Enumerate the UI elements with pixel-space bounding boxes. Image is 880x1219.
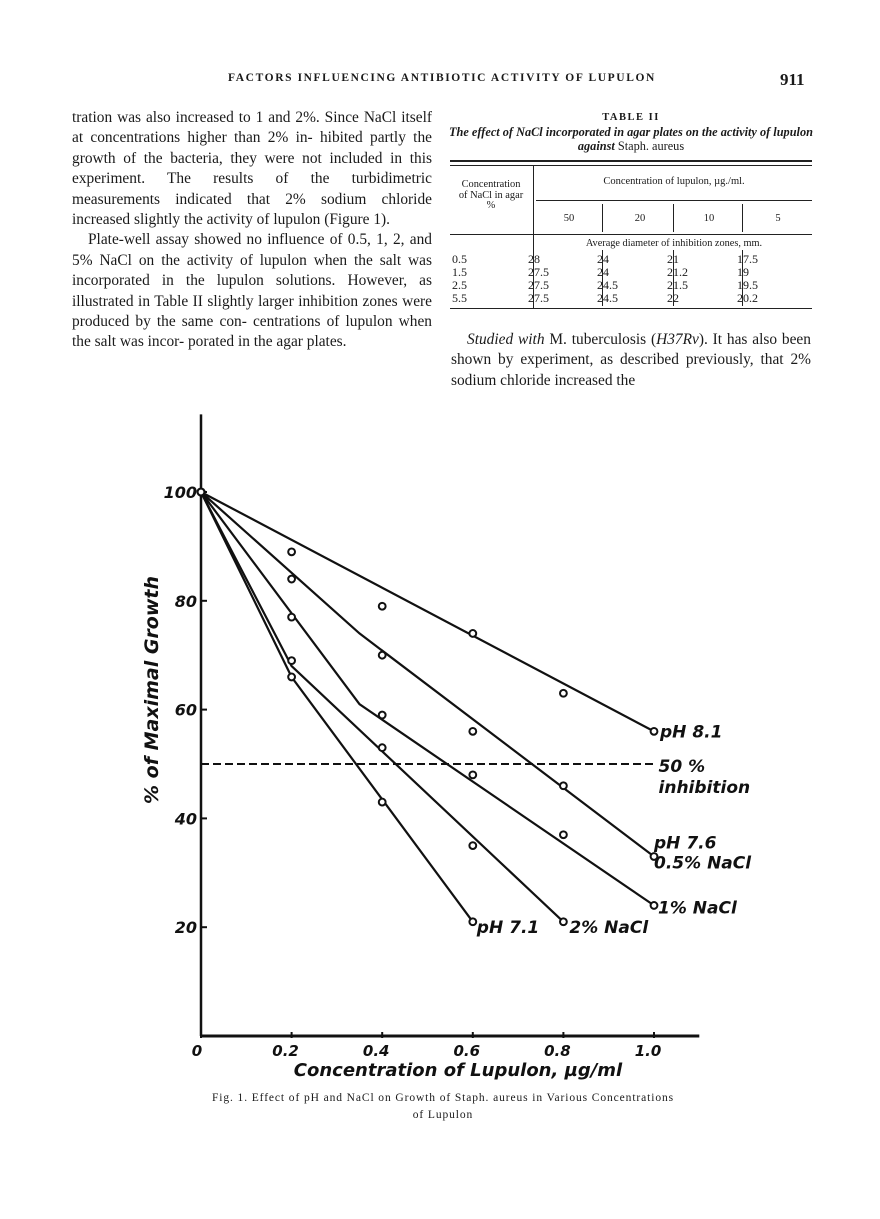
paragraph-turbidimetric [72,108,432,230]
cell-value: 24.5 [597,291,618,305]
text-line: hibited partly the growth of the bacteria, they were [72,129,432,167]
x-tick-label: 0 [191,1042,203,1060]
column-divider [602,250,603,306]
table-row [450,291,812,304]
table-bottom-rule [450,308,812,309]
growth-chart [0,400,880,1090]
reference-label: inhibition [658,778,751,798]
text-line: has also been shown by experiment, as described [451,331,811,369]
table-title-text: The effect of NaCl incorporated in agar plates on the activity of lupulon against [449,125,813,153]
series-label: 2% NaCl [569,917,649,938]
x-tick-label: 0.4 [362,1042,390,1060]
column-divider [673,204,674,232]
y-tick-label: 40 [174,809,197,829]
data-point [288,548,295,555]
table-title-organism: Staph. aureus [617,139,685,153]
text-line: However, as illustrated in Table II slightly larger [72,272,432,310]
column-divider [673,250,674,306]
data-point [560,690,567,697]
data-point [469,918,476,925]
data-point [379,799,386,806]
series-label: pH 7.6 [654,833,717,854]
text-line: centrations of lupulon when the salt was incor- [72,313,432,351]
text-line: Plate-well assay showed no influence of 0.5, 1, [88,231,388,249]
cell-nacl: 2.5 [452,278,467,292]
cell-value: 27.5 [528,291,549,305]
x-tick-label: 0.2 [272,1042,299,1060]
right-column [451,330,811,391]
data-point [560,782,567,789]
data-point [651,902,658,909]
x-axis-label: Concentration of Lupulon, µg/ml [293,1060,623,1081]
series-line [201,492,654,857]
data-point [379,712,386,719]
text-line: inhibition zones were produced by the same con- [72,292,432,331]
series-label: pH 7.1 [476,917,540,938]
table-row [450,278,812,291]
data-point [469,842,476,849]
column-divider [742,204,743,232]
table-top-rule [450,165,812,166]
x-tick-label: 0.6 [453,1042,481,1060]
data-point [379,652,386,659]
running-head: FACTORS INFLUENCING ANTIBIOTIC ACTIVITY OF LUPULON [228,72,656,84]
y-tick-label: 100 [163,483,197,502]
cell-value: 27.5 [528,265,549,279]
lead-italic: Studied with [467,331,545,348]
data-point [288,614,295,621]
cell-nacl: 5.5 [452,291,467,305]
column-header-10: 10 [703,213,715,224]
y-tick-label: 60 [174,700,197,720]
data-point [469,771,476,778]
figure-caption-line: Fig. 1. Effect of pH and NaCl on Growth of Staph. aureus in Various Concentrations [211,1092,675,1104]
data-point [560,918,567,925]
series-line [201,492,654,731]
series-label: 1% NaCl [658,898,737,919]
strain: H37Rv [656,331,699,348]
data-table [450,160,812,312]
series-line [201,492,473,922]
cell-nacl: 1.5 [452,265,467,279]
x-tick-label: 0.8 [544,1042,571,1060]
text-line: the salt was incorporated in the lupulon solutions. [72,251,432,290]
table-row [450,265,812,278]
cell-value: 24 [597,265,609,279]
text-line: NaCl itself at concentrations higher than 2% in- [72,109,433,147]
y-tick-label: 80 [174,591,197,611]
data-point [651,728,658,735]
cell-value: 19.5 [737,278,758,292]
paragraph-plate-well [72,230,432,352]
text-line: 2, and 5% NaCl on the activity of lupulon when [72,231,432,269]
text-line: not included in this experiment. The results of [72,149,432,188]
organism: M. tuberculosis [549,331,647,348]
table-stub-header [450,180,532,212]
data-point [288,576,295,583]
cell-value: 27.5 [528,278,549,292]
column-divider [742,250,743,306]
text-line: lupulon (Figure 1). [273,211,391,229]
paragraph-tuberculosis: Studied with M. tuberculosis (H37Rv). It has also been shown by experiment, as described previously, that 2% sodium chloride increased the [451,331,811,389]
text-line: previously, that 2% sodium chloride increased the [451,351,811,389]
cell-nacl: 0.5 [452,252,467,266]
data-point [379,603,386,610]
y-axis-label: % of Maximal Growth [141,575,163,805]
series-label: pH 8.1 [660,722,723,743]
data-point [379,744,386,751]
cell-value: 21.5 [667,278,688,292]
cell-value: 24.5 [597,278,618,292]
cell-value: 22 [667,291,679,305]
data-point [469,630,476,637]
column-header-5: 5 [775,213,781,224]
figure-caption-line: of Lupulon [412,1109,474,1121]
text-line: the turbidimetric measurements indicated that 2% [72,170,432,208]
data-point [288,657,295,664]
text-line: porated in the agar plates. [187,333,347,351]
text-line: sodium chloride increased slightly the activity of [72,190,432,229]
data-point [469,728,476,735]
page-number: 911 [780,70,805,89]
figure-caption [140,1090,746,1124]
cell-value: 19 [737,265,749,279]
x-tick-label: 1.0 [634,1042,662,1060]
text-line: tration was also increased to 1 and 2%. Since [72,109,359,126]
cell-value: 17.5 [737,252,758,266]
reference-label: 50 % [658,757,706,777]
table-span-rule [536,200,812,201]
left-column [72,108,432,353]
cell-value: 21.2 [667,265,688,279]
table-row [450,252,812,265]
series-label: 0.5% NaCl [654,853,752,874]
data-point [288,674,295,681]
table-caption [448,112,814,153]
stub-header-line: of NaCl in agar [458,189,524,201]
y-tick-label: 20 [174,918,197,938]
table-span-header: Concentration of lupulon, µg./ml. [603,176,745,187]
stub-header-line: Concentration [461,179,521,190]
data-point [560,831,567,838]
table-header-rule [450,234,812,235]
table-subheader: Average diameter of inhibition zones, mm. [585,238,763,249]
column-header-20: 20 [634,213,646,224]
data-point [198,489,205,496]
stub-header-line: % [486,200,496,211]
cell-value: 21 [667,252,679,266]
table-title [448,125,814,153]
chart-layer [164,414,753,1060]
cell-value: 28 [528,252,540,266]
table-label: TABLE II [602,112,660,123]
column-header-50: 50 [563,213,575,224]
cell-value: 20.2 [737,291,758,305]
first-line-tail: ). It [698,331,723,348]
column-divider [602,204,603,232]
series-line [201,492,563,922]
cell-value: 24 [597,252,609,266]
